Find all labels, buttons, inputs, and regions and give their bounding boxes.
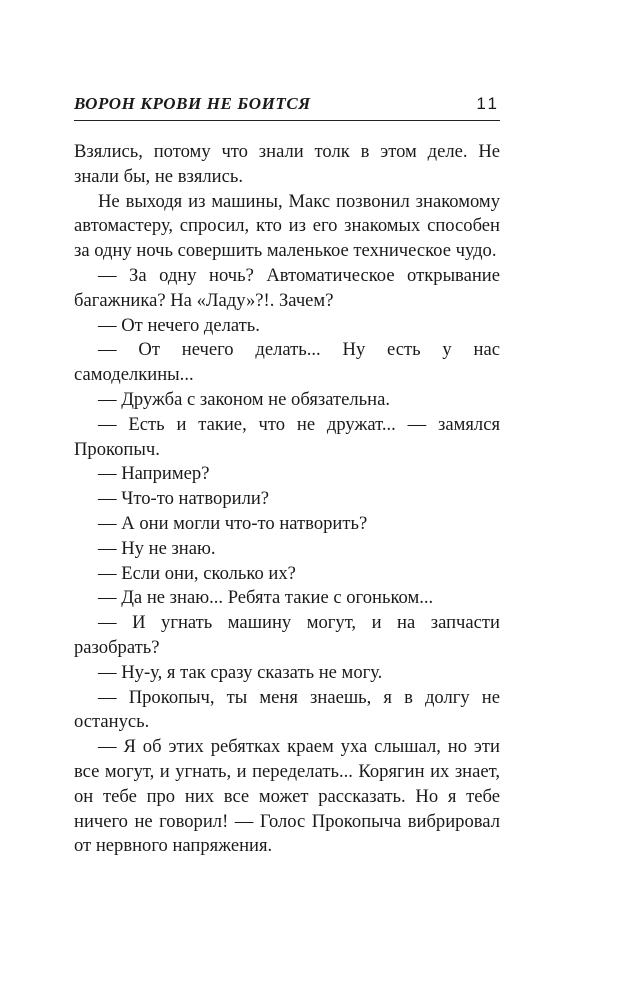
running-header <box>74 88 500 121</box>
paragraph: — И угнать машину могут, и на запчасти разобрать? <box>74 612 500 658</box>
page-number: 11 <box>476 94 500 113</box>
paragraph: — А они могли что-то натворить? <box>98 512 368 534</box>
paragraph: — Например? <box>98 463 210 485</box>
paragraph: — Если они, сколько их? <box>98 562 296 584</box>
paragraph: — Ну-у, я так сразу сказать не могу. <box>98 661 383 683</box>
paragraph: Не выходя из машины, Макс позвонил знакомому автомастеру, спросил, кто из его знакомых способен за одну ночь совершить маленькое техническое чудо. <box>74 190 500 262</box>
paragraph: — От нечего делать. <box>98 314 260 336</box>
paragraph: — Есть и такие, что не дружат... — замялся Прокопыч. <box>74 413 500 460</box>
paragraph: — Ну не знаю. <box>98 537 216 559</box>
paragraph: — Да не знаю... Ребята такие с огоньком... <box>98 587 434 609</box>
paragraph: — Прокопыч, ты меня знаешь, я в долгу не останусь. <box>74 686 500 733</box>
paragraph: — Что-то натворили? <box>98 488 270 510</box>
body-text <box>74 140 500 859</box>
running-title: ВОРОН КРОВИ НЕ БОИТСЯ <box>74 94 311 113</box>
paragraph: — От нечего делать... Ну есть у нас самоделкины... <box>74 339 500 386</box>
paragraph: — Дружба с законом не обязательна. <box>98 388 390 410</box>
paragraph: — За одну ночь? Автоматическое открывание багажника? На «Ладу»?!. Зачем? <box>74 264 500 311</box>
paragraph: Взялись, потому что знали толк в этом деле. Не знали бы, не взялись. <box>74 141 500 187</box>
paragraph: — Я об этих ребятках краем уха слышал, но эти все могут, и угнать, и переделать... Корягин их знает, он тебе про них все может рассказать. Но я тебе ничего не говорил! — Голос Прокопыча вибрировал от нервного напряжения. <box>74 736 500 857</box>
